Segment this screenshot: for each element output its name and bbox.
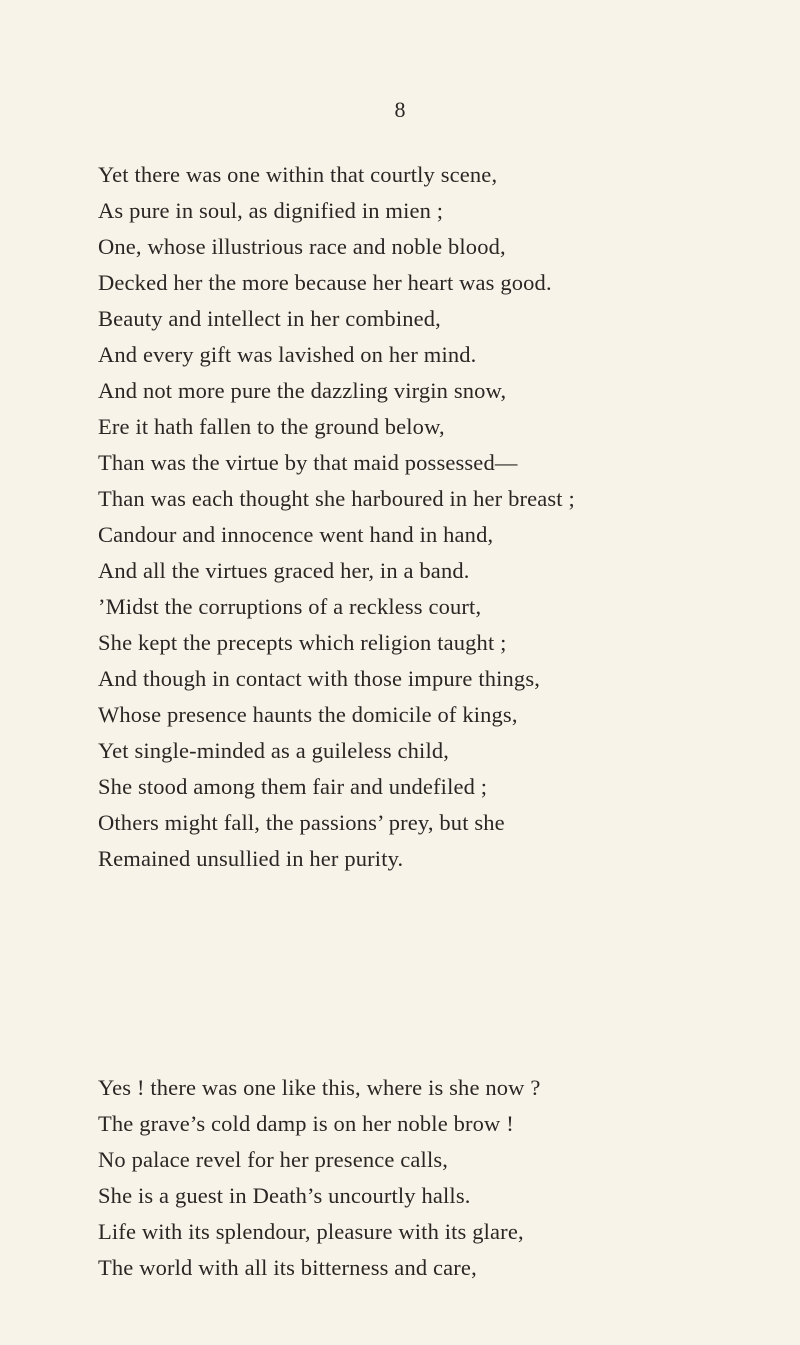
poem-line: ’Midst the corruptions of a reckless court, — [98, 594, 482, 619]
poem-line: One, whose illustrious race and noble blood, — [98, 234, 506, 259]
poem-line: As pure in soul, as dignified in mien ; — [98, 198, 444, 223]
page-number: 8 — [394, 97, 406, 122]
poem-line: No palace revel for her presence calls, — [98, 1147, 449, 1172]
poem-line: And every gift was lavished on her mind. — [98, 342, 477, 367]
poem-line: Ere it hath fallen to the ground below, — [98, 414, 445, 439]
poem-line: And not more pure the dazzling virgin snow, — [98, 378, 507, 403]
poem-line: She kept the precepts which religion taught ; — [98, 630, 507, 655]
poem-line: The world with all its bitterness and care, — [98, 1255, 477, 1280]
poem-line: Yet there was one within that courtly scene, — [98, 162, 498, 187]
poem-line: Beauty and intellect in her combined, — [98, 306, 441, 331]
poem-line: And all the virtues graced her, in a band. — [98, 558, 470, 583]
poem-line: Yes ! there was one like this, where is she now ? — [98, 1075, 541, 1100]
poem-line: And though in contact with those impure things, — [98, 666, 540, 691]
poem-line: Yet single-minded as a guileless child, — [98, 738, 450, 763]
poem-line: Decked her the more because her heart was good. — [98, 270, 552, 295]
poem-stanza-1 — [98, 157, 575, 877]
poem-stanza-2 — [98, 1070, 540, 1286]
poem-line: The grave’s cold damp is on her noble brow ! — [98, 1111, 514, 1136]
poem-line: She is a guest in Death’s uncourtly halls. — [98, 1183, 471, 1208]
poem-line: Than was each thought she harboured in her breast ; — [98, 486, 575, 511]
poem-line: Others might fall, the passions’ prey, but she — [98, 810, 505, 835]
poem-line: Life with its splendour, pleasure with its glare, — [98, 1219, 524, 1244]
poem-line: She stood among them fair and undefiled ; — [98, 774, 488, 799]
poem-line: Whose presence haunts the domicile of kings, — [98, 702, 518, 727]
poem-line: Than was the virtue by that maid possessed— — [98, 450, 518, 475]
poem-line: Remained unsullied in her purity. — [98, 846, 404, 871]
poem-line: Candour and innocence went hand in hand, — [98, 522, 494, 547]
